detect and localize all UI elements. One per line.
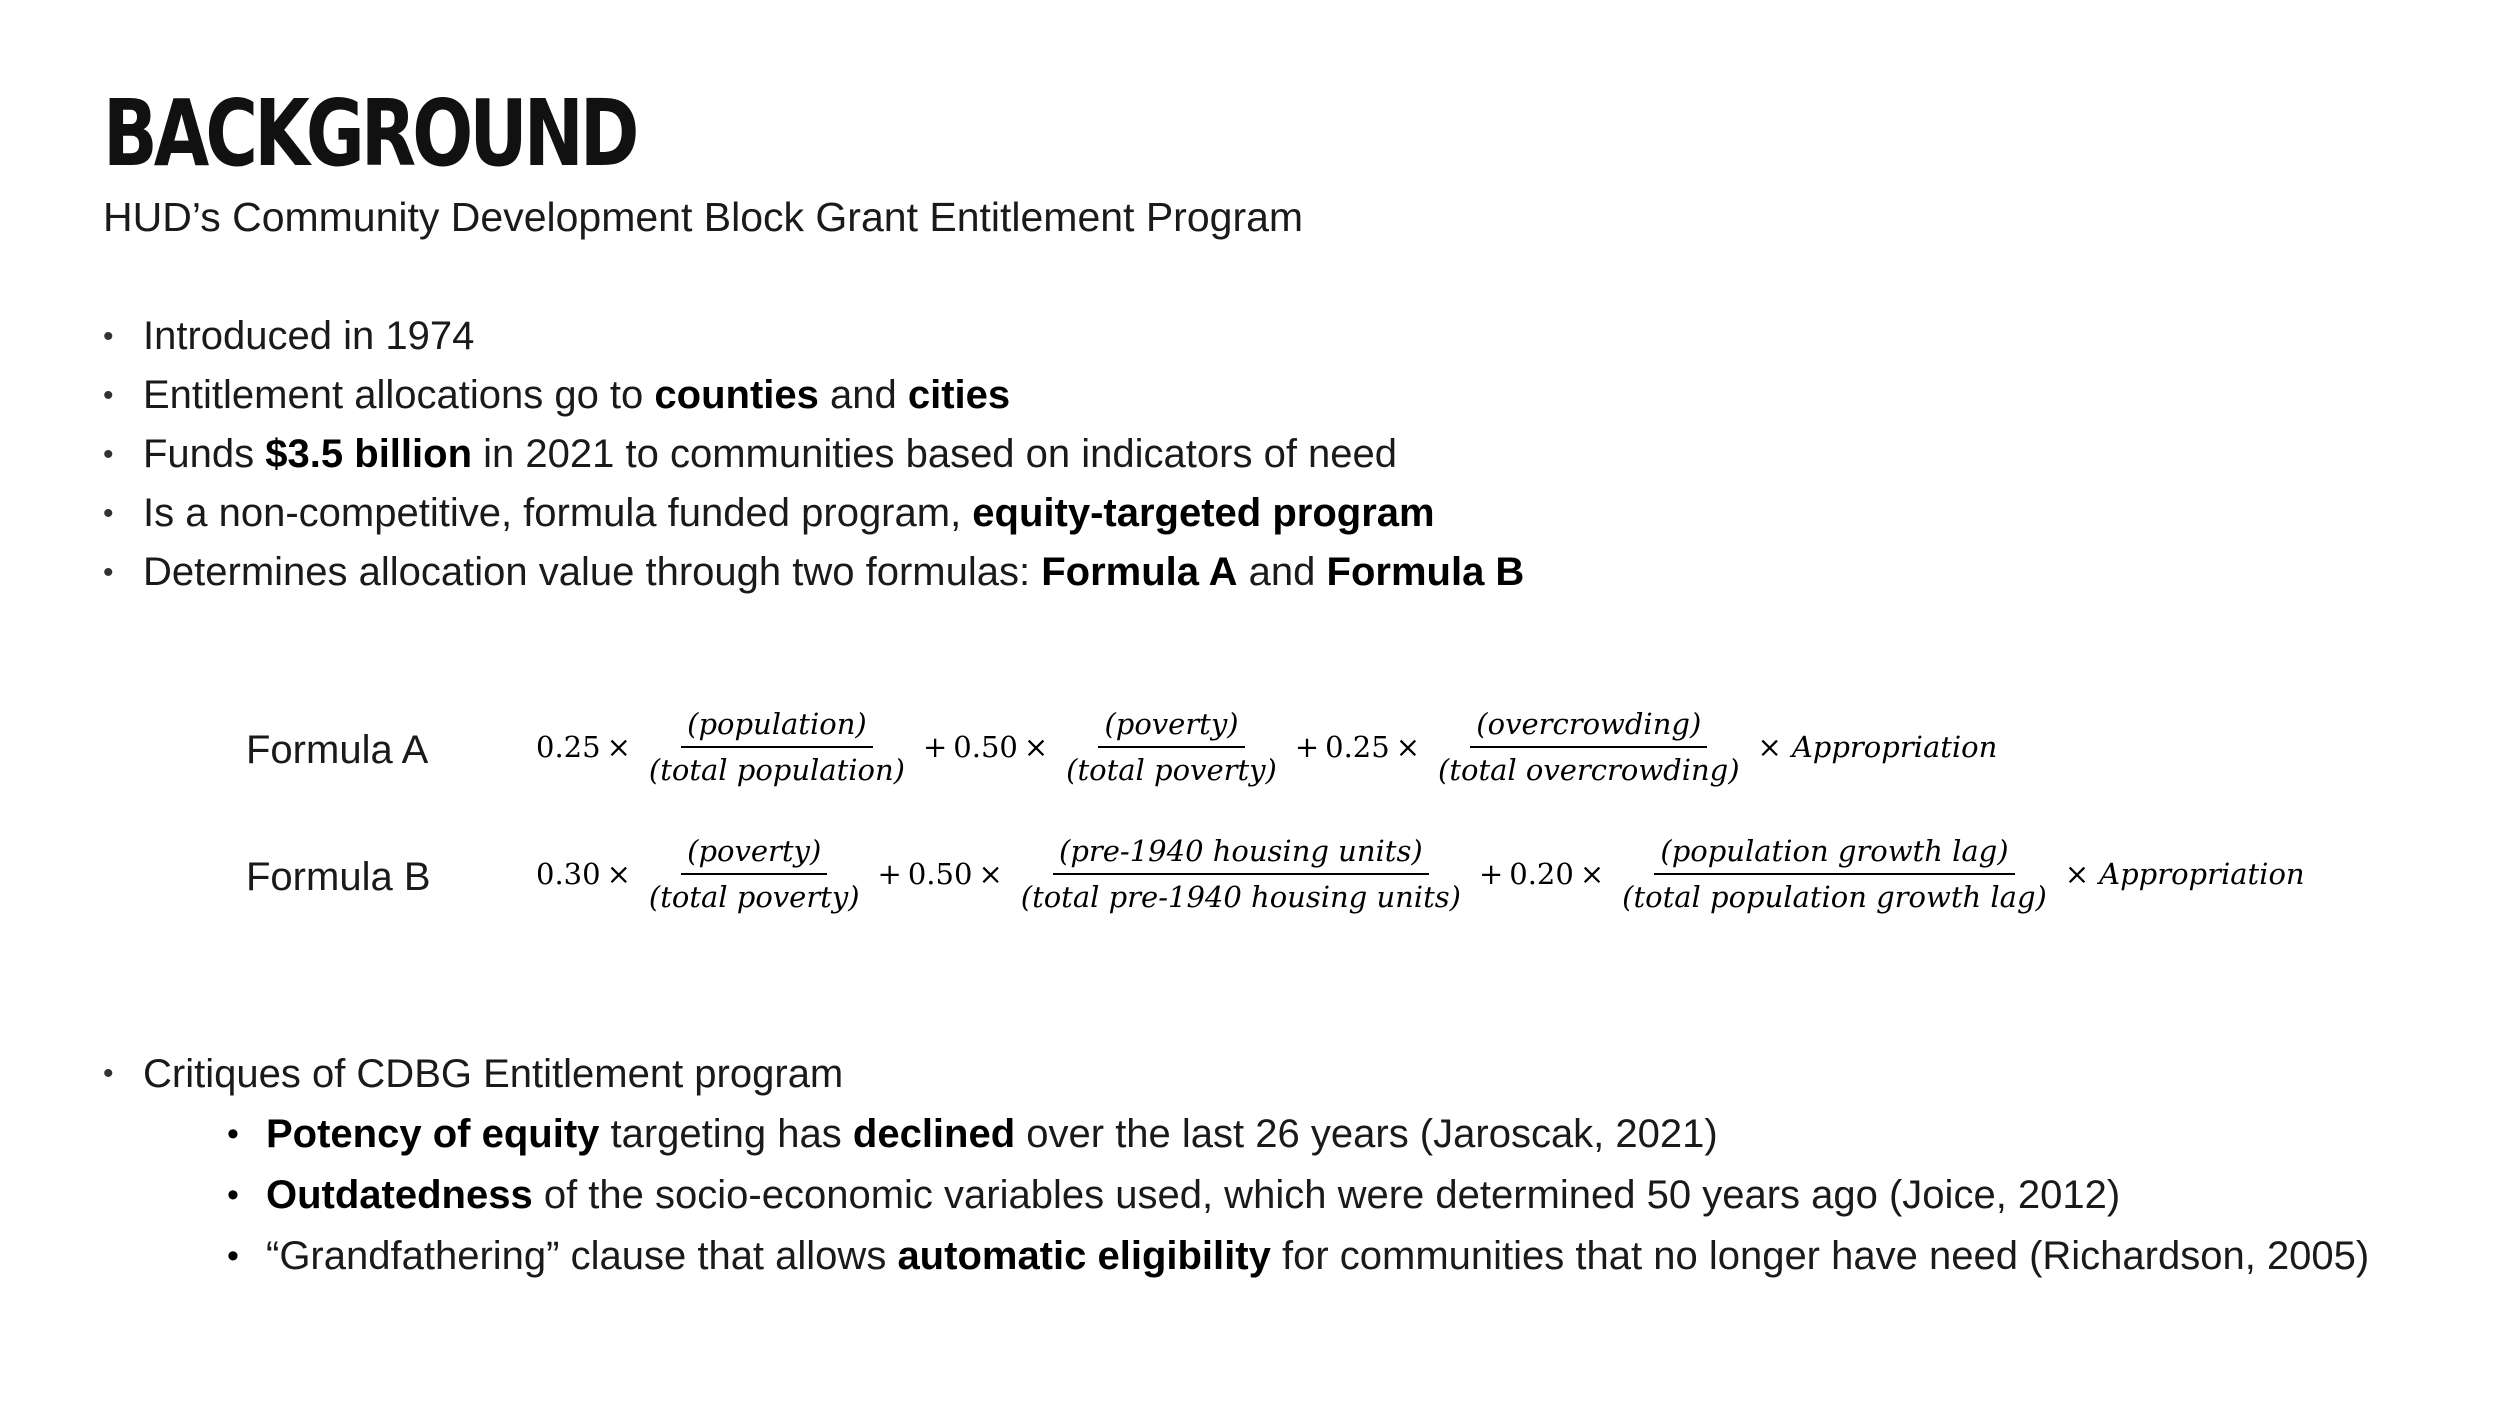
bullet-text: Critiques of CDBG Entitlement program <box>143 1052 844 1096</box>
times-operator: × <box>1579 857 1605 891</box>
fraction-denominator: (total pre-1940 housing units) <box>1020 880 1461 914</box>
bullet-funds <box>103 425 1524 484</box>
bullet-emphasis: equity-targeted program <box>972 491 1435 535</box>
fraction-numerator: (poverty) <box>1098 705 1244 748</box>
bullet-text: of the socio-economic variables used, which were determined 50 years ago (Joice, 2012) <box>532 1173 2121 1217</box>
times-operator: × <box>1395 730 1421 764</box>
formula-a-row <box>0 700 2500 800</box>
fraction <box>643 832 866 916</box>
bullet-emphasis: counties <box>654 373 819 417</box>
bullet-text: Funds <box>143 432 266 476</box>
bullet-emphasis: Formula B <box>1326 550 1525 594</box>
fraction <box>1432 705 1746 789</box>
fraction-denominator: (total poverty) <box>648 880 860 914</box>
appropriation-term: Appropriation <box>1791 730 1998 764</box>
bullet-text: Determines allocation value through two formulas: <box>143 550 1042 594</box>
formula-a-equation <box>534 705 1997 789</box>
times-operator: × <box>1757 730 1782 764</box>
critique-item-potency <box>227 1104 2369 1165</box>
bullet-emphasis: $3.5 billion <box>265 432 473 476</box>
fraction <box>1616 832 2053 916</box>
fraction-denominator: (total population growth lag) <box>1622 880 2047 914</box>
bullet-text: “Grandfathering” clause that allows <box>266 1234 898 1278</box>
bullet-emphasis: declined <box>852 1112 1016 1156</box>
fraction-denominator: (total poverty) <box>1066 753 1277 787</box>
formula-b-label: Formula B <box>246 855 431 899</box>
times-operator: × <box>606 730 631 764</box>
formula-coefficient: 0.50 <box>907 857 973 891</box>
bullet-text: in 2021 to communities based on indicators of need <box>472 432 1398 476</box>
formula-coefficient: 0.25 <box>1325 730 1390 764</box>
fraction-numerator: (population growth lag) <box>1654 832 2014 875</box>
bullet-emphasis: automatic eligibility <box>897 1234 1271 1278</box>
bullet-emphasis: cities <box>907 373 1011 417</box>
critiques-sub-list <box>227 1104 2369 1287</box>
fraction <box>1060 705 1283 789</box>
bullet-emphasis: Formula A <box>1041 550 1238 594</box>
bullet-text: Entitlement allocations go to <box>143 373 655 417</box>
plus-operator: + <box>922 730 948 764</box>
bullet-introduced <box>103 307 1524 366</box>
background-bullet-list <box>103 307 1524 602</box>
times-operator: × <box>606 857 631 891</box>
fraction-numerator: (pre-1940 housing units) <box>1053 832 1429 875</box>
formula-coefficient: 0.30 <box>536 857 601 891</box>
bullet-text: Is a non-competitive, formula funded program, <box>143 491 973 535</box>
formula-coefficient: 0.20 <box>1509 857 1574 891</box>
times-operator: × <box>2064 857 2090 891</box>
bullet-emphasis: Potency of equity <box>266 1112 600 1156</box>
plus-operator: + <box>877 857 902 891</box>
bullet-program-type <box>103 484 1524 543</box>
bullet-text: targeting has <box>599 1112 853 1156</box>
bullet-text: and <box>818 373 908 417</box>
appropriation-term: Appropriation <box>2099 857 2305 891</box>
bullet-text: Introduced in 1974 <box>143 314 475 358</box>
fraction-numerator: (poverty) <box>681 832 827 875</box>
fraction <box>1015 832 1467 916</box>
bullet-formulas <box>103 543 1524 602</box>
fraction-numerator: (overcrowding) <box>1470 705 1707 748</box>
bullet-text: and <box>1237 550 1327 594</box>
page-subtitle: HUD’s Community Development Block Grant Entitlement Program <box>103 194 1304 240</box>
fraction-denominator: (total population) <box>648 753 905 787</box>
critique-item-grandfathering <box>227 1226 2369 1287</box>
formula-b-equation <box>534 832 2305 916</box>
fraction-numerator: (population) <box>681 705 873 748</box>
times-operator: × <box>1023 730 1049 764</box>
bullet-emphasis: Outdatedness <box>266 1173 533 1217</box>
critiques-heading <box>103 1044 843 1104</box>
times-operator: × <box>978 857 1003 891</box>
bullet-text: for communities that no longer have need (Richardson, 2005) <box>1270 1234 2370 1278</box>
bullet-entitlement <box>103 366 1524 425</box>
formula-coefficient: 0.50 <box>953 730 1018 764</box>
bullet-text: over the last 26 years (Jaroscak, 2021) <box>1015 1112 1718 1156</box>
critique-item-outdatedness <box>227 1165 2369 1226</box>
formula-a-label: Formula A <box>246 728 429 772</box>
plus-operator: + <box>1478 857 1504 891</box>
formula-coefficient: 0.25 <box>536 730 601 764</box>
formula-b-row <box>0 827 2500 927</box>
fraction <box>643 705 911 789</box>
plus-operator: + <box>1294 730 1320 764</box>
fraction-denominator: (total overcrowding) <box>1438 753 1740 787</box>
page-title: BACKGROUND <box>103 80 636 187</box>
critiques-list <box>103 1044 843 1104</box>
